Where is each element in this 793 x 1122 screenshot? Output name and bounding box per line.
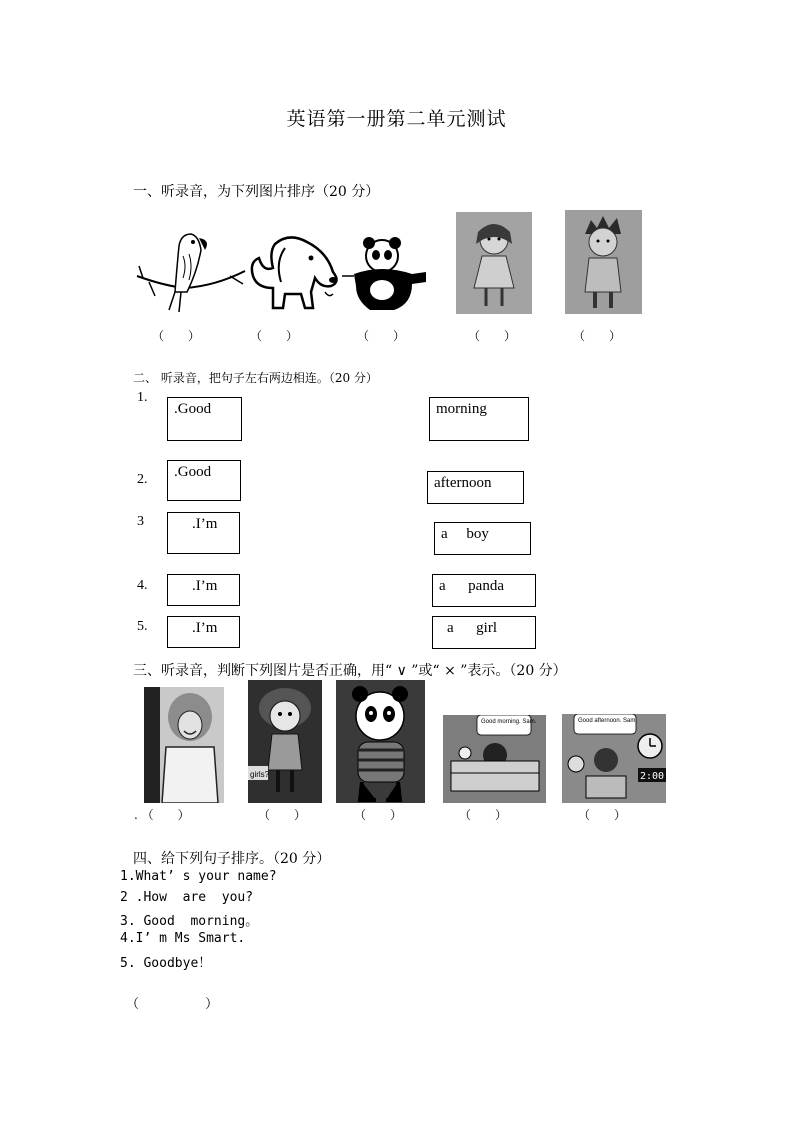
sign-text: girls?	[250, 770, 270, 779]
dog-picture	[245, 232, 343, 316]
sentence-item: 1.What’ s your name?	[120, 869, 277, 884]
afternoon-scene-photo	[562, 714, 666, 803]
answer-blank[interactable]: （ ）	[357, 329, 406, 343]
right-phrase-box[interactable]: afternoon	[427, 471, 524, 504]
speech-bubble-text: Good afternoon. Sam.	[578, 718, 638, 724]
item-number: 1.	[137, 390, 148, 405]
lady-photo	[144, 687, 224, 803]
answer-blank[interactable]: （ ）	[354, 808, 403, 822]
left-phrase-box[interactable]: .Good	[167, 460, 241, 501]
item-number: 4.	[137, 578, 148, 593]
left-phrase-box[interactable]: .I’m	[167, 616, 240, 648]
boy-photo	[565, 210, 642, 314]
item-number: 5.	[137, 619, 148, 634]
sentence-item: 3. Good morning。	[120, 914, 259, 929]
answer-blank[interactable]: （ ）	[258, 808, 307, 822]
item-number: 2.	[137, 472, 148, 487]
speech-bubble-text: Good morning. Sam.	[481, 719, 537, 725]
answer-blank[interactable]: （ ）	[459, 808, 508, 822]
answer-blank[interactable]: （ ）	[250, 329, 299, 343]
answer-blank[interactable]: （ ）	[152, 329, 201, 343]
morning-scene-photo	[443, 715, 546, 803]
sentence-item: 5. Goodbye！	[120, 956, 212, 971]
girl-cartoon-photo	[248, 680, 322, 803]
section4-heading: 四、给下列句子排序。（20 分）	[133, 851, 331, 867]
right-phrase-box[interactable]: a girl	[432, 616, 536, 649]
answer-blank[interactable]: （ ）	[468, 329, 517, 343]
panda-cartoon-photo	[336, 680, 425, 803]
section3-heading: 三、听录音，判断下列图片是否正确，用“ ∨ ”或“ × ”表示。（20 分）	[133, 663, 567, 679]
item-number: 3	[137, 514, 144, 529]
page-title: 英语第一册第二单元测试	[286, 108, 507, 130]
right-phrase-box[interactable]: a panda	[432, 574, 536, 607]
answer-blank[interactable]: . （ ）	[134, 808, 190, 822]
sentence-item: 2 .How are you?	[120, 890, 254, 905]
right-phrase-box[interactable]: a boy	[434, 522, 531, 555]
digital-clock-text: 2:00	[640, 771, 665, 782]
section2-heading: 二、 听录音，把句子左右两边相连。（20 分）	[133, 371, 378, 385]
left-phrase-box[interactable]: .I’m	[167, 574, 240, 606]
girl-photo	[456, 212, 532, 314]
section1-heading: 一、听录音，为下列图片排序（20 分）	[133, 184, 380, 200]
panda-picture	[342, 234, 432, 318]
answer-blank[interactable]: （ ）	[578, 808, 627, 822]
parrot-picture	[135, 226, 247, 316]
order-answer-blank[interactable]: （ ）	[126, 997, 219, 1012]
answer-blank[interactable]: （ ）	[573, 329, 622, 343]
sentence-item: 4.I’ m Ms Smart.	[120, 931, 246, 946]
right-phrase-box[interactable]: morning	[429, 397, 529, 441]
left-phrase-box[interactable]: .I’m	[167, 512, 240, 554]
left-phrase-box[interactable]: .Good	[167, 397, 242, 441]
